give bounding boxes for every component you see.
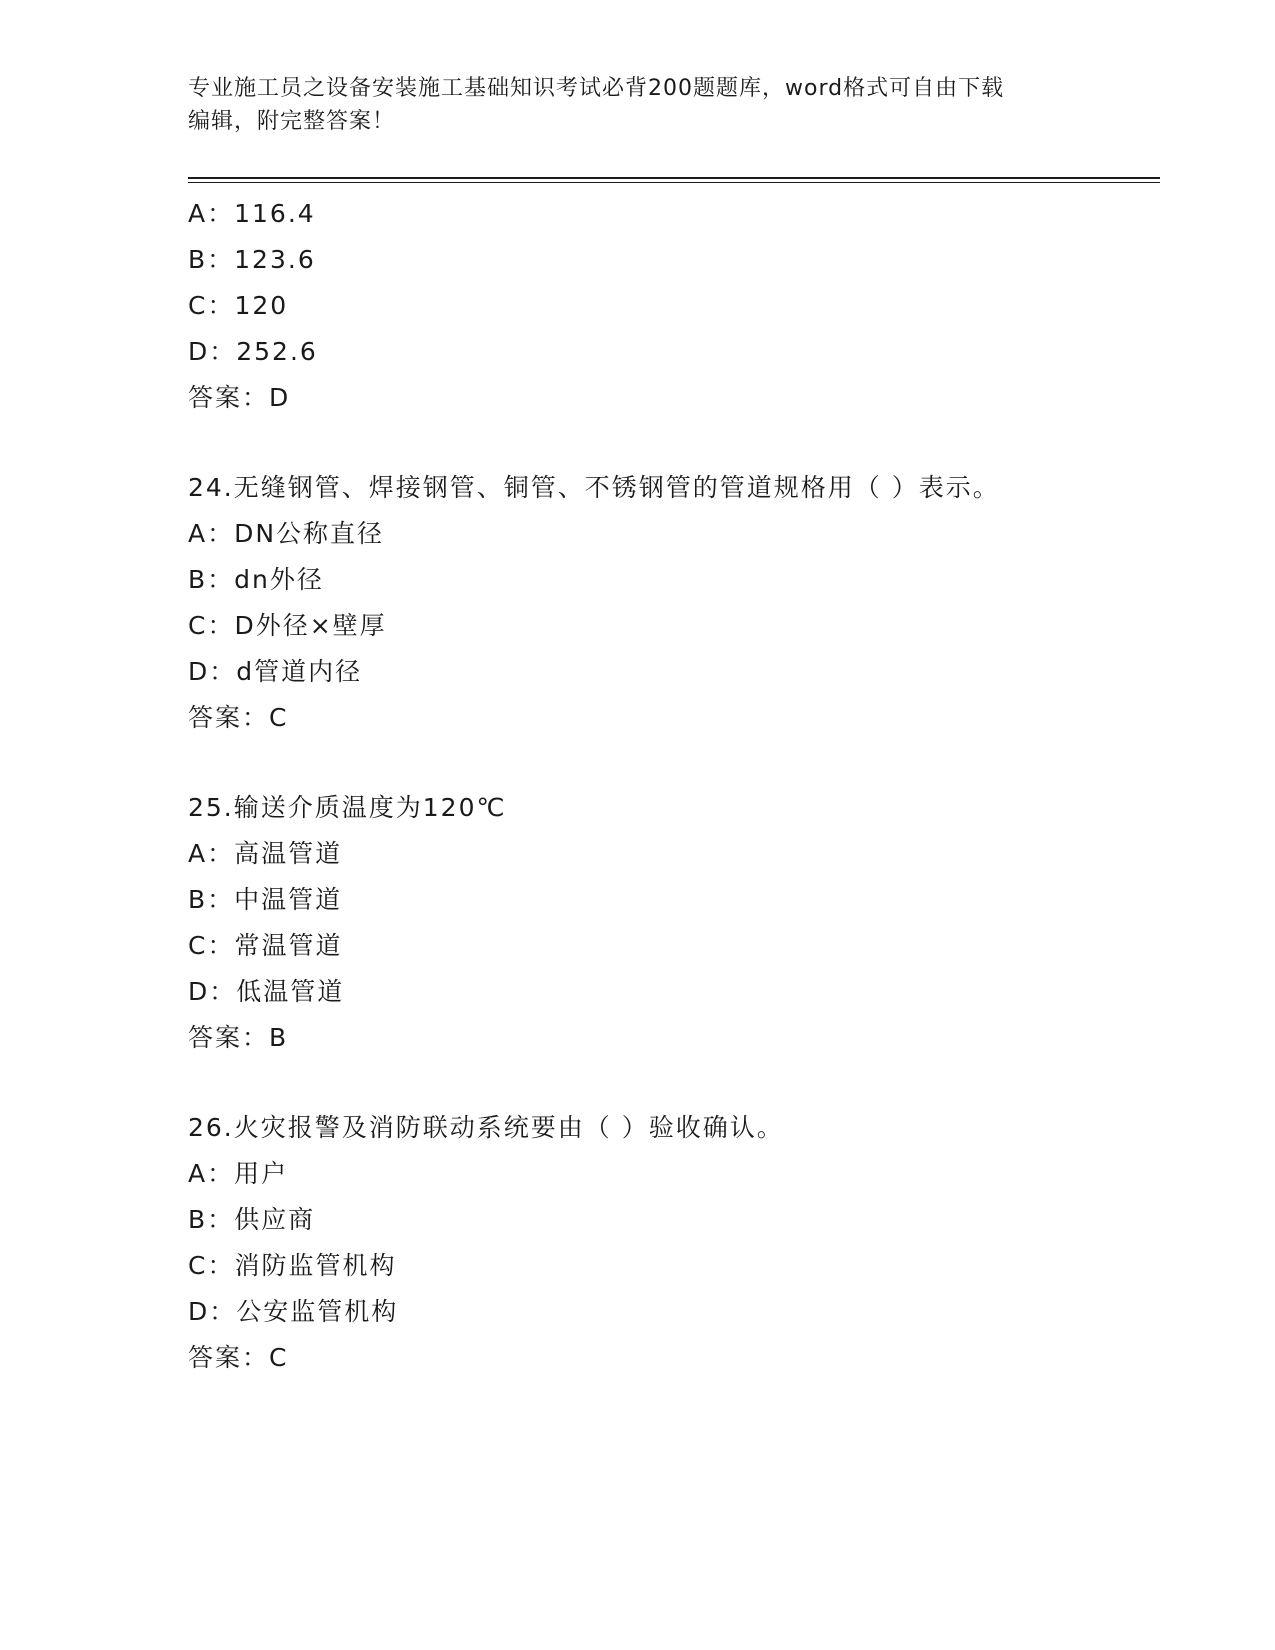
option-d: D：低温管道	[188, 977, 345, 1006]
question-list	[188, 191, 1168, 1381]
question-block-25	[188, 785, 1168, 1061]
header-line-1: 专业施工员之设备安装施工基础知识考试必背200题题库，word格式可自由下载	[188, 76, 1005, 101]
answer-line: 答案：C	[188, 1343, 289, 1372]
option-c: C：D外径×壁厚	[188, 611, 387, 640]
question-title: 25.输送介质温度为120℃	[188, 793, 507, 822]
spacer	[188, 741, 1168, 785]
answer-line: 答案：B	[188, 1023, 289, 1052]
option-d: D：d管道内径	[188, 657, 363, 686]
question-title: 24.无缝钢管、焊接钢管、铜管、不锈钢管的管道规格用（ ）表示。	[188, 473, 1000, 502]
question-block-26	[188, 1105, 1168, 1381]
header-rule-thin	[188, 182, 1160, 183]
option-b: B：123.6	[188, 245, 316, 274]
spacer	[188, 421, 1168, 465]
option-b: B：供应商	[188, 1205, 316, 1234]
spacer	[188, 1061, 1168, 1105]
header-rule-thick	[188, 177, 1160, 179]
option-a: A：DN公称直径	[188, 519, 385, 548]
answer-line: 答案：D	[188, 383, 291, 412]
header-line-2: 编辑，附完整答案！	[188, 109, 396, 134]
option-d: D：公安监管机构	[188, 1297, 399, 1326]
answer-line: 答案：C	[188, 703, 289, 732]
question-block-24	[188, 465, 1168, 741]
option-d: D：252.6	[188, 337, 318, 366]
option-b: B：dn外径	[188, 565, 324, 594]
question-title: 26.火灾报警及消防联动系统要由（ ）验收确认。	[188, 1113, 784, 1142]
question-block-23	[188, 191, 1168, 421]
option-c: C：120	[188, 291, 289, 320]
option-c: C：常温管道	[188, 931, 343, 960]
option-a: A：116.4	[188, 199, 316, 228]
option-a: A：高温管道	[188, 839, 343, 868]
option-a: A：用户	[188, 1159, 289, 1188]
document-header	[188, 72, 1088, 138]
option-c: C：消防监管机构	[188, 1251, 397, 1280]
option-b: B：中温管道	[188, 885, 343, 914]
